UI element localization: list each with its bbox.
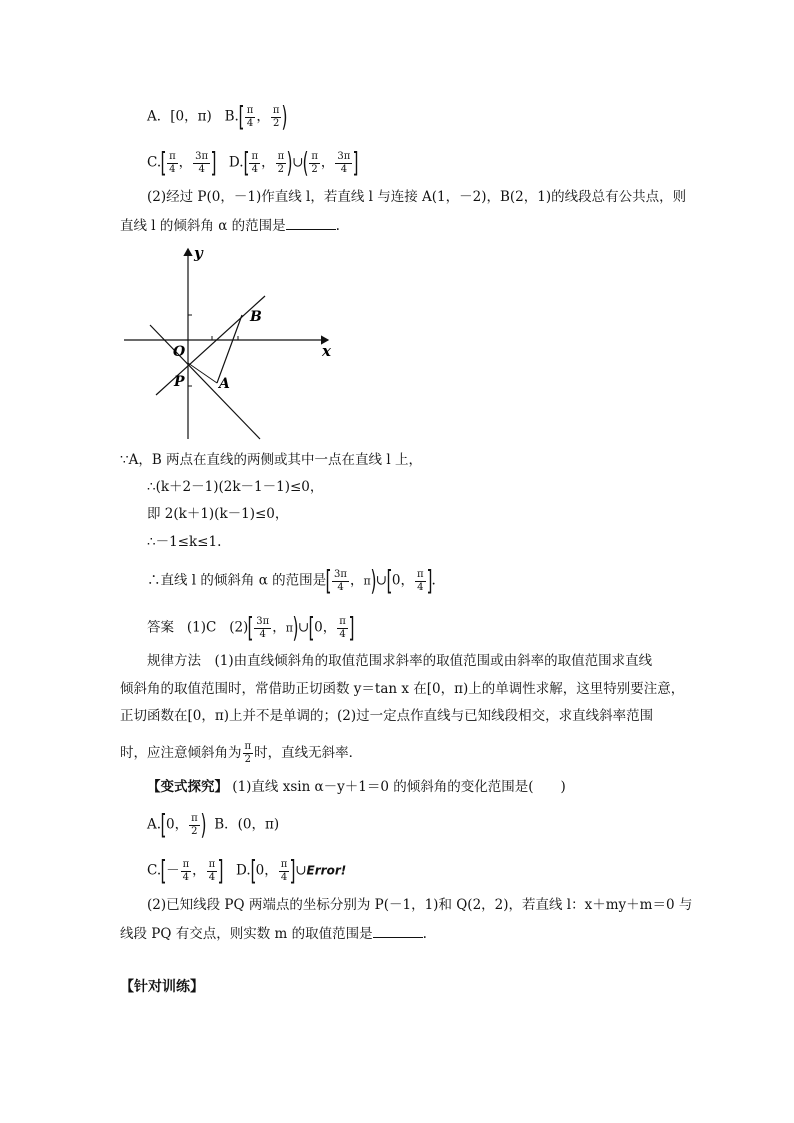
method-line-4: 时，应注意倾斜角为 $\frac{\pi}{2}$ 时，直线无斜率． bbox=[120, 741, 363, 765]
option-row-cd: C.[ $\frac{\pi}{4}$ ， $\frac{3\pi}{4}$ ] D.[ $\frac{\pi}{4}$ ， $\frac{\pi}{2}$ )∪( $\frac{\pi}{2}$ ， $\frac{3\pi}{4}$ ] bbox=[147, 146, 359, 179]
option-a-text: [0，π) bbox=[170, 108, 212, 125]
solution-line-1: ∵A，B 两点在直线的两侧或其中一点在直线 l 上， bbox=[120, 452, 422, 468]
variant-q2-line-2: 线段 PQ 有交点，则实数 m 的取值范围是 . bbox=[120, 923, 427, 944]
solution-line-5: ∴直线 l 的倾斜角 α 的范围是[ $\frac{3\pi}{4}$ ，π)∪[0， $\frac{\pi}{4}$ ]. bbox=[147, 564, 436, 597]
x-axis-label: x bbox=[322, 342, 331, 360]
point-a-label: A bbox=[219, 376, 230, 392]
method-line-3: 正切函数在[0，π)上并不是单调的；(2)过一定点作直线与已知线段相交，求直线斜率范围 bbox=[120, 708, 654, 724]
origin-label: O bbox=[173, 344, 186, 360]
point-b-label: B bbox=[250, 309, 262, 325]
option-d-label: D. bbox=[228, 154, 244, 171]
training-title: 【针对训练】 bbox=[120, 979, 204, 995]
fraction-pi-4: $\frac{\pi}{4}$ bbox=[246, 104, 254, 129]
variant-title: 【变式探究】 bbox=[147, 779, 228, 795]
option-c-label: C. bbox=[147, 154, 162, 171]
variant-options-ab: A.[0， $\frac{\pi}{2}$ ) B．(0，π) bbox=[147, 808, 280, 841]
method-line-2: 倾斜角的取值范围时，常借助正切函数 y＝tan x 在[0，π)上的单调性求解，这里特别要注意， bbox=[120, 681, 685, 697]
point-p-label: P bbox=[174, 374, 185, 390]
variant-q1: 【变式探究】 (1)直线 xsin α－y＋1＝0 的倾斜角的变化范围是( ) bbox=[147, 779, 566, 795]
fraction-pi-2: $\frac{\pi}{2}$ bbox=[272, 104, 280, 129]
answer-blank bbox=[373, 923, 423, 938]
variant-options-cd: C.[－ $\frac{\pi}{4}$ ， $\frac{\pi}{4}$ ] D.[0， $\frac{\pi}{4}$ ]∪Error! bbox=[147, 854, 347, 887]
option-row-ab: A．[0，π) B.[ $\frac{\pi}{4}$ ， $\frac{\pi}{2}$ ) bbox=[147, 100, 288, 133]
solution-line-2: ∴(k＋2－1)(2k－1－1)≤0， bbox=[147, 479, 324, 495]
question-2-line-1: (2)经过 P(0，－1)作直线 l，若直线 l 与连接 A(1，－2)，B(2，1)的线段总有公共点，则 bbox=[147, 189, 687, 205]
coordinate-figure bbox=[120, 243, 340, 443]
line-through-p-negative bbox=[150, 325, 260, 439]
option-b-label: B. bbox=[224, 108, 239, 125]
answer-blank bbox=[286, 215, 336, 230]
option-a-label: A． bbox=[147, 108, 171, 125]
error-text: Error! bbox=[306, 863, 347, 878]
method-line-1: 规律方法 (1)由直线倾斜角的取值范围求斜率的取值范围或由斜率的取值范围求直线 bbox=[147, 653, 653, 669]
variant-q2-line-1: (2)已知线段 PQ 两端点的坐标分别为 P(－1，1)和 Q(2，2)，若直线 l：x＋my＋m＝0 与 bbox=[147, 897, 693, 913]
segment-ab bbox=[217, 315, 242, 383]
solution-line-4: ∴－1≤k≤1. bbox=[147, 534, 222, 550]
y-axis-label: y bbox=[194, 244, 203, 262]
question-2-line-2: 直线 l 的倾斜角 α 的范围是 . bbox=[120, 215, 340, 236]
solution-line-3: 即 2(k＋1)(k－1)≤0， bbox=[147, 506, 289, 522]
answer-line: 答案 (1)C (2)[ $\frac{3\pi}{4}$ ，π)∪[0， $\frac{\pi}{4}$ ] bbox=[147, 611, 355, 644]
